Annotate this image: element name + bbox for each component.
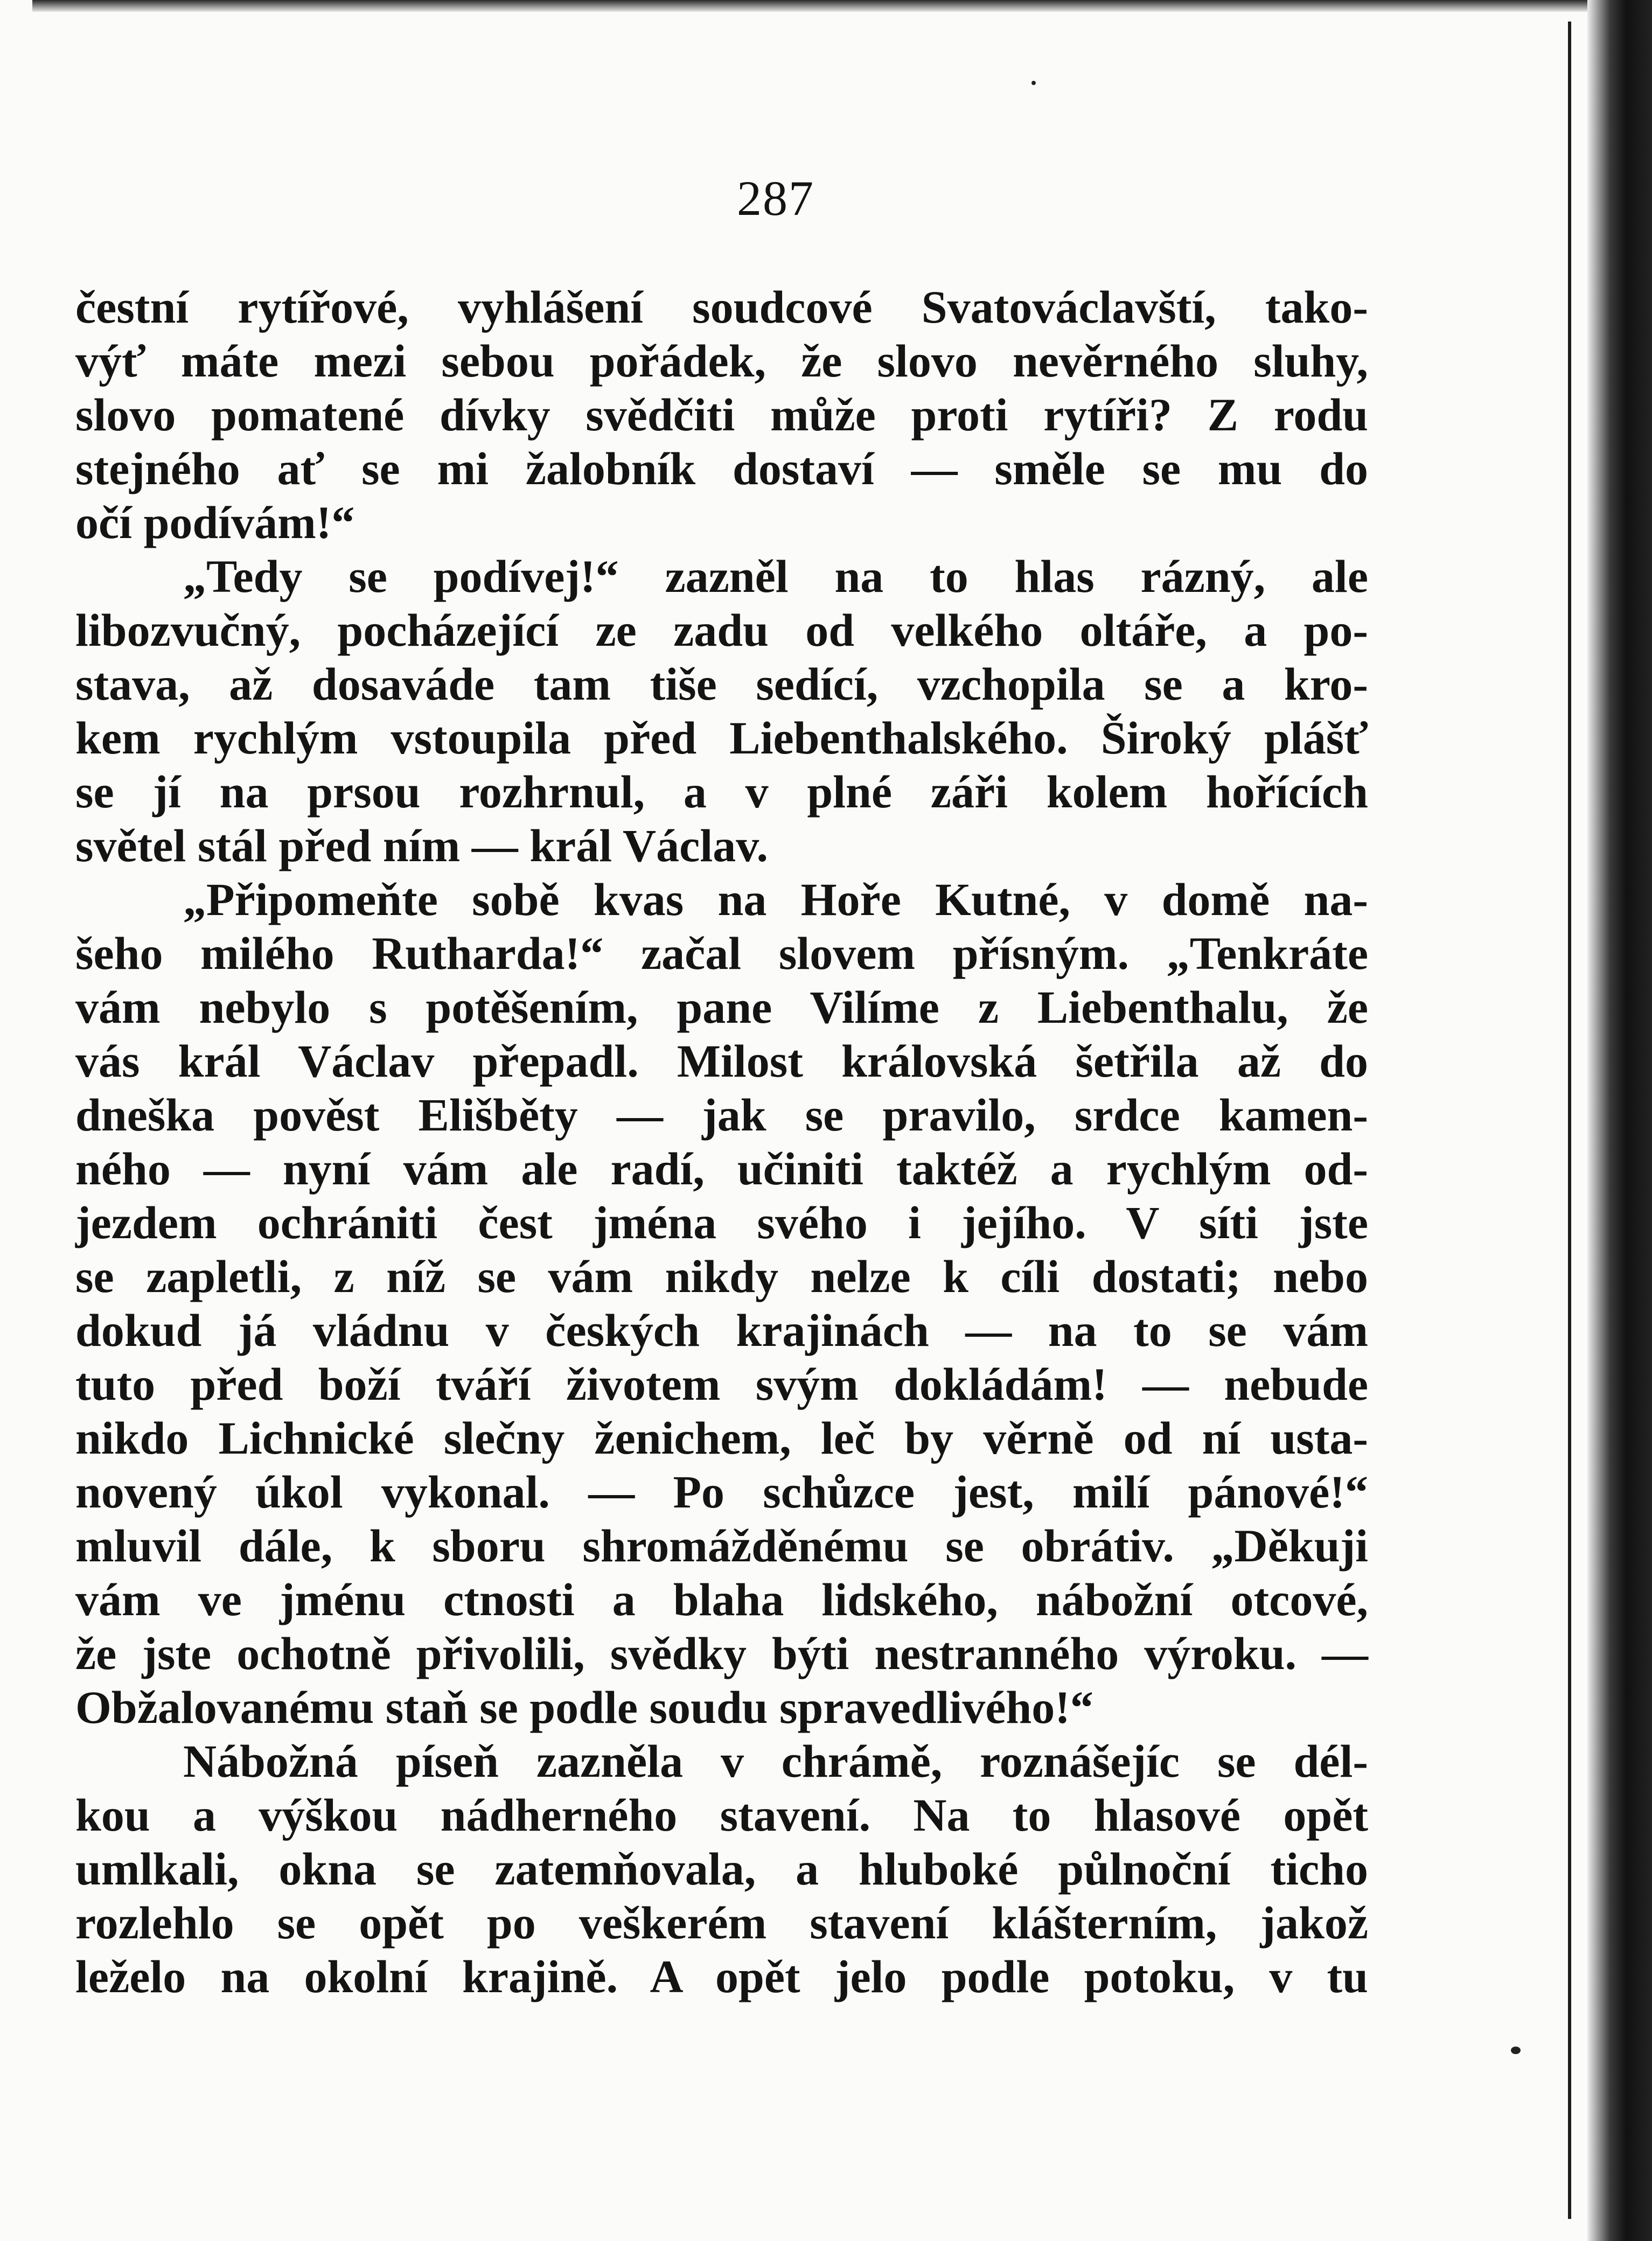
text-line: mluvil dále, k sboru shromážděnému se obrátiv. „Děkuji [75, 1520, 1368, 1572]
text-line: „Připomeňte sobě kvas na Hoře Kutné, v domě na- [183, 874, 1368, 925]
text-line: stejného ať se mi žalobník dostaví — směle se mu do [75, 443, 1368, 494]
text-line: čestní rytířové, vyhlášení soudcové Svatováclavští, tako- [75, 281, 1368, 333]
scan-speck [1511, 2047, 1521, 2054]
text-line: se zapletli, z níž se vám nikdy nelze k cíli dostati; nebo [75, 1251, 1368, 1302]
text-line: nikdo Lichnické slečny ženichem, leč by věrně od ní usta- [75, 1412, 1368, 1464]
text-line: Nábožná píseň zazněla v chrámě, roznášejíc se dél- [183, 1735, 1368, 1787]
text-line: ného — nyní vám ale radí, učiniti taktéž a rychlým od- [75, 1143, 1368, 1195]
text-line: stava, až dosaváde tam tiše sedící, vzchopila se a kro- [75, 658, 1368, 710]
paragraph [75, 549, 1368, 872]
paragraph [75, 1734, 1368, 2003]
paragraph [75, 872, 1368, 1734]
text-line: světel stál před ním — král Václav. [75, 820, 768, 871]
text-line: tuto před boží tváří životem svým dokládám! — nebude [75, 1358, 1368, 1410]
text-line: výť máte mezi sebou pořádek, že slovo nevěrného sluhy, [75, 335, 1368, 387]
page-edge-line [1568, 22, 1571, 2219]
page-number: 287 [737, 171, 814, 226]
text-line: Obžalovanému staň se podle soudu spravedlivého!“ [75, 1681, 1093, 1733]
scan-top-edge [32, 0, 1594, 12]
text-line: rozlehlo se opět po veškerém stavení klášterním, jakož [75, 1897, 1368, 1949]
text-line: se jí na prsou rozhrnul, a v plné záři kolem hořících [75, 766, 1368, 818]
text-line: vás král Václav přepadl. Milost královská šetřila až do [75, 1035, 1368, 1087]
text-line: kou a výškou nádherného stavení. Na to hlasové opět [75, 1789, 1368, 1841]
scan-speck [1031, 81, 1036, 85]
text-line: dneška pověst Elišběty — jak se pravilo, srdce kamen- [75, 1089, 1368, 1141]
text-line: „Tedy se podívej!“ zazněl na to hlas rázný, ale [183, 550, 1368, 602]
text-line: kem rychlým vstoupila před Liebenthalského. Široký plášť [75, 712, 1368, 764]
text-line: novený úkol vykonal. — Po schůzce jest, milí pánové!“ [75, 1466, 1368, 1518]
text-line: dokud já vládnu v českých krajinách — na to se vám [75, 1304, 1368, 1356]
text-line: libozvučný, pocházející ze zadu od velkého oltáře, a po- [75, 604, 1368, 656]
text-line: šeho milého Rutharda!“ začal slovem přísným. „Tenkráte [75, 927, 1368, 979]
text-line: vám ve jménu ctnosti a blaha lidského, nábožní otcové, [75, 1574, 1368, 1625]
text-line: očí podívám!“ [75, 497, 355, 548]
book-spine-shadow [1587, 0, 1652, 2241]
text-line: slovo pomatené dívky svědčiti může proti rytíři? Z rodu [75, 389, 1368, 441]
paragraph [75, 280, 1368, 549]
text-line: že jste ochotně přivolili, svědky býti nestranného výroku. — [75, 1628, 1368, 1679]
body-text [75, 280, 1368, 2003]
text-line: jezdem ochrániti čest jména svého i jejího. V síti jste [75, 1197, 1368, 1248]
text-line: vám nebylo s potěšením, pane Vilíme z Liebenthalu, že [75, 981, 1368, 1033]
text-line: umlkali, okna se zatemňovala, a hluboké půlnoční ticho [75, 1843, 1368, 1895]
text-line: leželo na okolní krajině. A opět jelo podle potoku, v tu [75, 1951, 1368, 2002]
